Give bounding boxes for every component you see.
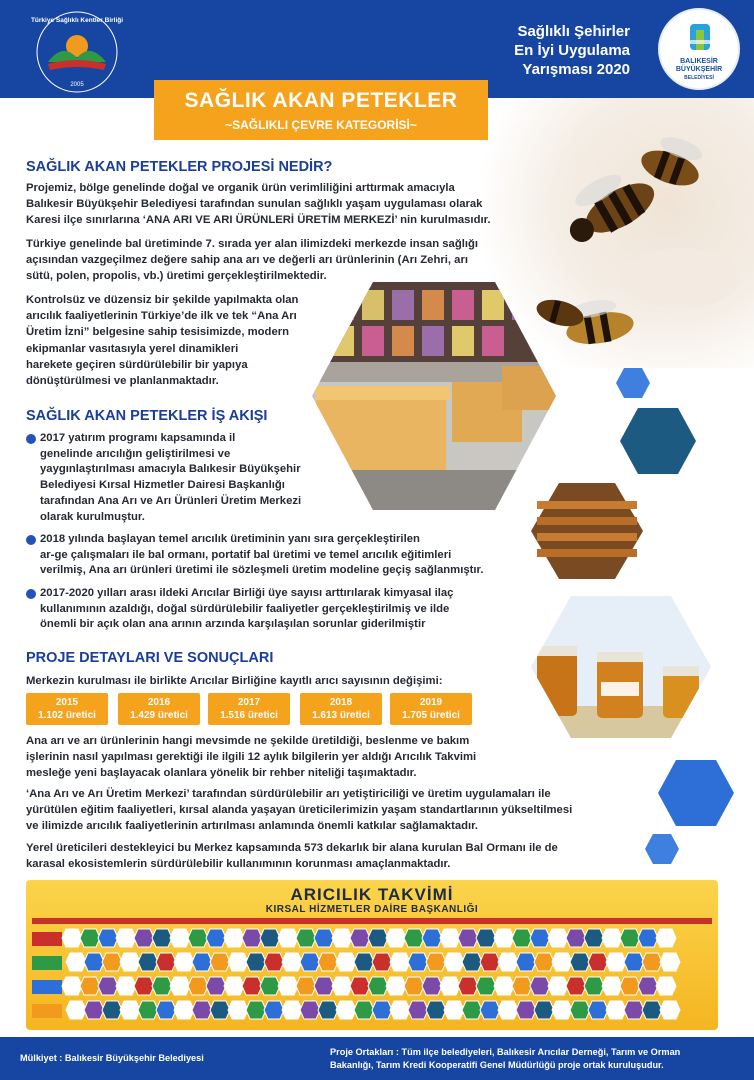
calendar-cell-hexagon (138, 953, 158, 971)
calendar-cell-hexagon (386, 977, 406, 995)
footer-owner: Mülkiyet : Balıkesir Büyükşehir Belediyesi (20, 1053, 204, 1063)
paragraph-3 (26, 292, 326, 389)
calendar-cell-hexagon (134, 977, 154, 995)
calendar-cell-hexagon (552, 953, 572, 971)
year-badge (300, 693, 382, 725)
calendar-cell-hexagon (170, 977, 190, 995)
calendar-cell-hexagon (372, 1001, 392, 1019)
municipality-emblem-icon (686, 22, 716, 54)
calendar-cell-hexagon (120, 953, 140, 971)
p1-line-3: Karesi ilçe sınırlarına ‘ANA ARI VE ARI ÜRÜNLERİ ÜRETİM MERKEZİ’ nin kurulmasıdır. (26, 214, 491, 227)
calendar-cell-hexagon (242, 929, 262, 947)
award-title (514, 22, 630, 79)
logo-right-line-2: BÜYÜKŞEHİR (675, 66, 723, 73)
calendar-cell-hexagon (656, 929, 676, 947)
b1-line: yaygınlaştırılması amacıyla Balıkesir Büyükşehir (40, 463, 301, 476)
calendar-cell-hexagon (444, 953, 464, 971)
calendar-cell-hexagon (462, 953, 482, 971)
bullet-dot-icon (26, 589, 36, 599)
p2-line-1: Türkiye genelinde bal üretiminde 7. sırada yer alan ilimizdeki merkezde insan sağlığı (26, 238, 479, 250)
calendar-cell-hexagon (480, 953, 500, 971)
calendar-cell-hexagon (444, 1001, 464, 1019)
p3-line-2: arıcılık faaliyetlerinin Türkiye’de ilk ve tek “Ana Arı (26, 310, 297, 323)
p5-line: yürütülen eğitim faaliyetleri, kırsal alanda yaşayan üreticilerimizin yaşam standartlarının yükseltilmesi (26, 804, 573, 817)
paragraph-2 (26, 236, 566, 285)
calendar-cell-hexagon (228, 953, 248, 971)
calendar-cell-hexagon (192, 953, 212, 971)
calendar-cell-hexagon (116, 977, 136, 995)
calendar-cell-hexagon (516, 953, 536, 971)
calendar-cell-hexagon (530, 977, 550, 995)
calendar-cell-hexagon (80, 977, 100, 995)
calendar-cell-hexagon (606, 953, 626, 971)
b1-line: tarafından Ana Arı ve Arı Ürünleri Üretim Merkezi (40, 494, 302, 507)
paragraph-5 (26, 786, 686, 835)
p6-line: karasal ekosistemlerin sürdürülebilir kullanımının korunması amaçlanmaktadır. (26, 858, 451, 871)
calendar-cell-hexagon (116, 929, 136, 947)
p3-line-5: harekete geçiren sürdürülebilir bir yapıya (26, 358, 248, 371)
decor-hexagon-dark (620, 408, 696, 474)
calendar-grid (32, 918, 712, 1026)
calendar-cell-hexagon (174, 1001, 194, 1019)
calendar-cell-hexagon (368, 977, 388, 995)
calendar-cell-hexagon (624, 953, 644, 971)
calendar-cell-hexagon (282, 1001, 302, 1019)
calendar-cell-hexagon (638, 977, 658, 995)
b2-line: ar-ge çalışmaları ile bal ormanı, portatif bal üretimi ve temel arıcılık eğitimleri (40, 548, 452, 561)
calendar-cell-hexagon (566, 977, 586, 995)
decor-hexagon-small (616, 368, 650, 398)
calendar-season-tab (32, 980, 62, 994)
calendar-cell-hexagon (642, 1001, 662, 1019)
section-heading-workflow: SAĞLIK AKAN PETEKLER İŞ AKIŞI (26, 408, 268, 424)
year-count: 1.516 üretici (220, 710, 278, 721)
calendar-season-tab (32, 956, 62, 970)
calendar-cell-hexagon (566, 929, 586, 947)
year-badge (208, 693, 290, 725)
calendar-cell-hexagon (440, 929, 460, 947)
calendar-cell-hexagon (368, 929, 388, 947)
decor-hexagon-blue (658, 760, 734, 826)
calendar-cell-hexagon (404, 977, 424, 995)
calendar-cell-hexagon (84, 953, 104, 971)
calendar-cell-hexagon (98, 977, 118, 995)
calendar-cell-hexagon (228, 1001, 248, 1019)
calendar-cell-hexagon (476, 977, 496, 995)
logo-right-line-3: BELEDİYESİ (684, 75, 714, 81)
calendar-cell-hexagon (408, 1001, 428, 1019)
footer-partners (330, 1046, 734, 1072)
calendar-cell-hexagon (620, 977, 640, 995)
p3-line-4: ekipmanlar vasıtasıyla yerel dinamikleri (26, 342, 239, 355)
calendar-cell-hexagon (278, 977, 298, 995)
honeycomb-frame-photo (531, 483, 643, 579)
paragraph-4 (26, 733, 546, 782)
p2-line-2: açısından vazgeçilmez değere sahip ana arı ve değerli arı ürünlerinin (Arı Zehri, arı (26, 254, 468, 267)
calendar-cell-hexagon (84, 1001, 104, 1019)
calendar-month-band (32, 918, 712, 924)
b3-line: önemli bir açık olan ana arının arzında karşılaşılan sorunlar giderilmiştir (40, 618, 426, 631)
calendar-cell-hexagon (210, 953, 230, 971)
calendar-cell-hexagon (260, 977, 280, 995)
p5-line: ve ilimizde arıcılık faaliyetlerinin artırılması anlamında önemli katkılar sağlamaktadır. (26, 820, 479, 833)
calendar-cell-hexagon (170, 929, 190, 947)
b1-line: 2017 yatırım programı kapsamında il (40, 432, 236, 444)
award-line-2: En İyi Uygulama (514, 42, 630, 59)
calendar-cell-hexagon (512, 929, 532, 947)
calendar-cell-hexagon (548, 929, 568, 947)
calendar-cell-hexagon (584, 977, 604, 995)
calendar-cell-hexagon (498, 953, 518, 971)
calendar-cell-hexagon (152, 929, 172, 947)
b1-line: olarak kurulmuştur. (40, 510, 145, 523)
calendar-cell-hexagon (602, 977, 622, 995)
year-label: 2017 (237, 697, 261, 708)
calendar-cell-hexagon (588, 1001, 608, 1019)
calendar-cell-hexagon (390, 1001, 410, 1019)
p5-line: ‘Ana Arı ve Arı Üretim Merkezi’ tarafından sürdürülebilir arı yetiştiriciliği ve üretim uygulamaları ile (26, 788, 551, 800)
calendar-cell-hexagon (296, 977, 316, 995)
calendar-cell-hexagon (62, 929, 82, 947)
beehives-photo (312, 282, 556, 510)
calendar-cell-hexagon (260, 929, 280, 947)
calendar-cell-hexagon (584, 929, 604, 947)
calendar-cell-hexagon (188, 977, 208, 995)
calendar-cell-hexagon (408, 953, 428, 971)
year-count: 1.705 üretici (402, 710, 460, 721)
calendar-cell-hexagon (476, 929, 496, 947)
p3-line-6: dönüştürülmesi ve planlanmaktadır. (26, 375, 219, 388)
b2-line: 2018 yılında başlayan temel arıcılık üretiminin yanı sıra gerçekleştirilen (40, 533, 420, 545)
calendar-cell-hexagon (350, 977, 370, 995)
calendar-cell-hexagon (300, 953, 320, 971)
calendar-cell-hexagon (534, 1001, 554, 1019)
calendar-cell-hexagon (426, 953, 446, 971)
workflow-item-2 (26, 532, 546, 579)
year-label: 2015 (55, 697, 79, 708)
calendar-cell-hexagon (246, 1001, 266, 1019)
honeycomb-illustration (531, 483, 643, 579)
calendar-cell-hexagon (300, 1001, 320, 1019)
calendar-cell-hexagon (332, 929, 352, 947)
calendar-cell-hexagon (422, 977, 442, 995)
p4-line: mesleğe yeni başlayacak olanlara yönelik bir rehber niteliği taşımaktadır. (26, 767, 417, 780)
category-subtitle: ~SAĞLIKLI ÇEVRE KATEGORİSİ~ (225, 118, 417, 132)
calendar-cell-hexagon (660, 953, 680, 971)
calendar-cell-hexagon (98, 929, 118, 947)
calendar-cell-hexagon (138, 1001, 158, 1019)
calendar-cell-hexagon (552, 1001, 572, 1019)
partners-line-2: Bakanlığı, Tarım Kredi Kooperatifi Genel Müdürlüğü proje ortak kuruluşudur. (330, 1060, 664, 1070)
p1-line-2: Balıkesir Büyükşehir Belediyesi tarafından sunulan sağlıklı yaşam uygulaması olarak (26, 198, 483, 211)
calendar-cell-hexagon (314, 977, 334, 995)
calendar-cell-hexagon (156, 953, 176, 971)
calendar-cell-hexagon (480, 1001, 500, 1019)
calendar-cell-hexagon (570, 1001, 590, 1019)
year-count: 1.613 üretici (312, 710, 370, 721)
calendar-cell-hexagon (318, 1001, 338, 1019)
calendar-cell-hexagon (152, 977, 172, 995)
beehives-illustration (312, 282, 556, 510)
calendar-cell-hexagon (102, 953, 122, 971)
award-line-1: Sağlıklı Şehirler (517, 23, 630, 40)
paragraph-6 (26, 840, 646, 872)
calendar-season-tab (32, 932, 62, 946)
calendar-cell-hexagon (656, 977, 676, 995)
b1-line: genelinde arıcılığın geliştirilmesi ve (40, 447, 231, 460)
title-box (154, 80, 488, 140)
calendar-cell-hexagon (494, 929, 514, 947)
section-heading-results: PROJE DETAYLARI VE SONUÇLARI (26, 650, 274, 666)
calendar-cell-hexagon (606, 1001, 626, 1019)
calendar-cell-hexagon (620, 929, 640, 947)
calendar-cell-hexagon (66, 1001, 86, 1019)
calendar-cell-hexagon (318, 953, 338, 971)
calendar-cell-hexagon (422, 929, 442, 947)
year-badge (26, 693, 108, 725)
producer-counts-row (26, 693, 506, 725)
b3-line: 2017-2020 yılları arası ildeki Arıcılar Birliği üye sayısı arttırılarak kimyasal ilaç (40, 587, 454, 599)
year-count: 1.102 üretici (38, 710, 96, 721)
calendar-cell-hexagon (642, 953, 662, 971)
bullet-dot-icon (26, 434, 36, 444)
honey-jars-illustration (531, 596, 711, 738)
calendar-cell-hexagon (354, 953, 374, 971)
logo-year: 2005 (70, 82, 84, 88)
year-label: 2016 (147, 697, 171, 708)
calendar-cell-hexagon (390, 953, 410, 971)
b3-line: kullanımının azaldığı, doğal sürdürülebilir faaliyetler gerçekleştirilmiş ve ilde (40, 602, 450, 615)
b2-line: verilmiş, Ana arı ürünleri üretimi ile sözleşmeli üretim modeline geçiş sağlanmıştır. (40, 564, 484, 577)
calendar-cell-hexagon (156, 1001, 176, 1019)
partners-line-1: Proje Ortakları : Tüm ilçe belediyeleri, Balıkesir Arıcılar Derneği, Tarım ve Orman (330, 1047, 681, 1057)
year-label: 2018 (329, 697, 353, 708)
workflow-item-1 (26, 431, 326, 525)
p4-line: işlerinin nasıl yapılması gerektiği ile ilgili 12 aylık bilgilerin yer aldığı Arıcılık Takvimi (26, 751, 477, 764)
honey-jars-photo (531, 596, 711, 738)
calendar-season-tab (32, 1004, 62, 1018)
calendar-cell-hexagon (246, 953, 266, 971)
year-count: 1.429 üretici (130, 710, 188, 721)
calendar-cell-hexagon (386, 929, 406, 947)
footer-bar (0, 1037, 754, 1080)
calendar-cell-hexagon (210, 1001, 230, 1019)
calendar-cell-hexagon (516, 1001, 536, 1019)
p4-line: Ana arı ve arı ürünlerinin hangi mevsimde ne şekilde üretildiği, beslenme ve bakım (26, 735, 470, 747)
p2-line-3: sütü, polen, propolis, vb.) üretimi gerçekleştirilmektedir. (26, 270, 327, 283)
calendar-cell-hexagon (638, 929, 658, 947)
calendar-cell-hexagon (660, 1001, 680, 1019)
calendar-cell-hexagon (282, 953, 302, 971)
calendar-cell-hexagon (404, 929, 424, 947)
page-title: SAĞLIK AKAN PETEKLER (184, 89, 458, 112)
workflow-item-3 (26, 586, 546, 633)
calendar-cell-hexagon (530, 929, 550, 947)
p3-line-1: Kontrolsüz ve düzensiz bir şekilde yapılmakta olan (26, 294, 299, 306)
calendar-cell-hexagon (624, 1001, 644, 1019)
calendar-cell-hexagon (494, 977, 514, 995)
year-badge (118, 693, 200, 725)
b1-line: Belediyesi Kırsal Hizmetler Dairesi Başkanlığı (40, 479, 285, 492)
calendar-cell-hexagon (174, 953, 194, 971)
calendar-cell-hexagon (62, 977, 82, 995)
calendar-cell-hexagon (372, 953, 392, 971)
calendar-cell-hexagon (192, 1001, 212, 1019)
logo-right-line-1: BALIKESİR (680, 58, 718, 65)
calendar-cell-hexagon (206, 929, 226, 947)
paragraph-1 (26, 180, 566, 229)
calendar-cell-hexagon (314, 929, 334, 947)
logo-left-text: Türkiye Sağlıklı Kentler Birliği (30, 17, 124, 24)
p6-line: Yerel üreticileri destekleyici bu Merkez kapsamında 573 dekarlık bir alana kurulan Bal Ormanı ile de (26, 842, 558, 854)
calendar-cell-hexagon (102, 1001, 122, 1019)
calendar-cell-hexagon (336, 1001, 356, 1019)
calendar-cell-hexagon (440, 977, 460, 995)
award-line-3: Yarışması 2020 (522, 61, 630, 78)
decor-hexagon-small-2 (645, 834, 679, 864)
calendar-cell-hexagon (264, 1001, 284, 1019)
section-heading-what: SAĞLIK AKAN PETEKLER PROJESİ NEDİR? (26, 159, 333, 175)
calendar-cell-hexagon (242, 977, 262, 995)
calendar-cell-hexagon (534, 953, 554, 971)
calendar-cell-hexagon (224, 977, 244, 995)
calendar-cell-hexagon (462, 1001, 482, 1019)
calendar-cell-hexagon (66, 953, 86, 971)
calendar-cell-hexagon (426, 1001, 446, 1019)
bullet-dot-icon (26, 535, 36, 545)
calendar-cell-hexagon (512, 977, 532, 995)
calendar-title: ARICILIK TAKVİMİ (290, 885, 454, 904)
calendar-cell-hexagon (458, 929, 478, 947)
calendar-cell-hexagon (336, 953, 356, 971)
calendar-cell-hexagon (206, 977, 226, 995)
balikesir-municipality-logo (658, 8, 740, 90)
calendar-cell-hexagon (278, 929, 298, 947)
calendar-cell-hexagon (354, 1001, 374, 1019)
calendar-cell-hexagon (224, 929, 244, 947)
calendar-subtitle: KIRSAL HİZMETLER DAİRE BAŞKANLIĞI (265, 904, 479, 915)
calendar-cell-hexagon (498, 1001, 518, 1019)
calendar-cell-hexagon (332, 977, 352, 995)
calendar-cell-hexagon (134, 929, 154, 947)
calendar-cell-hexagon (296, 929, 316, 947)
calendar-cell-hexagon (188, 929, 208, 947)
calendar-cell-hexagon (548, 977, 568, 995)
p1-line-1: Projemiz, bölge genelinde doğal ve organik ürün verimliliğini arttırmak amacıyla (26, 182, 455, 194)
results-intro: Merkezin kurulması ile birlikte Arıcılar Birliğine kayıtlı arıcı sayısının değişimi: (26, 675, 443, 687)
calendar-cell-hexagon (570, 953, 590, 971)
year-label: 2019 (419, 697, 443, 708)
calendar-cell-hexagon (602, 929, 622, 947)
calendar-cell-hexagon (80, 929, 100, 947)
p3-line-3: Üretim İzni” belgesine sahip tesisimizde, modern (26, 326, 290, 339)
beekeeping-calendar (26, 880, 718, 1030)
calendar-cell-hexagon (458, 977, 478, 995)
healthy-cities-logo (18, 6, 136, 98)
year-badge (390, 693, 472, 725)
calendar-cell-hexagon (350, 929, 370, 947)
calendar-cell-hexagon (588, 953, 608, 971)
calendar-cell-hexagon (120, 1001, 140, 1019)
calendar-cell-hexagon (264, 953, 284, 971)
